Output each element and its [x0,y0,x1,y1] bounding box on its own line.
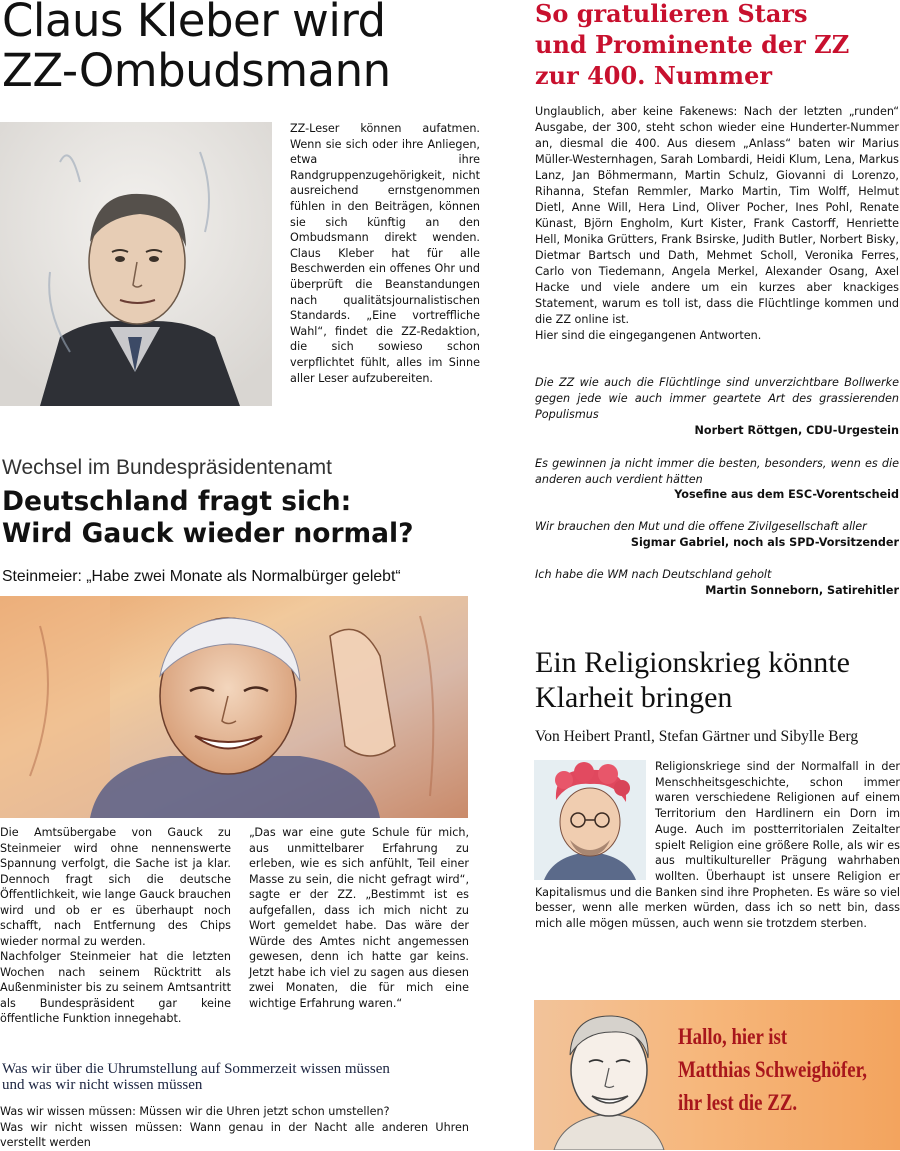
gauck-article-column-2: „Das war eine gute Schule für mich, aus unmittelbarer Erfahrung zu erleben, wie es sich anfühlt, Teil einer Masse zu sein, die nicht gefragt wird“, sagte er der ZZ. „Bestimmt ist es aufgefallen, dass ich mich nicht zu Wort gemeldet habe. Das wäre der Würde des Amtes nicht angemessen gewesen, denn ich hatte gar keins. Jetzt habe ich viel zu sagen aus diesen zwei Monaten, die für mich eine wichtige Erfahrung waren.“ [249,826,469,1010]
gauck-paragraph-1: Die Amtsübergabe von Gauck zu Steinmeier wird ohne nennenswerte Spannung verfolgt, die Sache ist ja klar. Dennoch fragt sich die deutsche Öffentlichkeit, wie lange Gauck brauchen wird und ob er es überhaupt noch schafft, nach Entfernung des Chips wieder normal zu werden. [0,826,231,948]
religion-headline-line2: Klarheit bringen [535,681,733,714]
kleber-portrait-image [0,122,272,406]
quote-4-author: Martin Sonneborn, Satirehitler [705,584,899,597]
schweighoefer-ad-text [678,1020,867,1119]
religion-byline: Von Heibert Prantl, Stefan Gärtner und Sibylle Berg [535,728,859,745]
stars-intro-answers-line: Hier sind die eingegangenen Antworten. [535,329,762,342]
gauck-headline-line2: Wird Gauck wieder normal? [2,518,414,549]
ad-line-3: ihr lest die ZZ. [678,1090,798,1115]
religion-headline-line1: Ein Religionskrieg könnte [535,646,850,679]
stars-intro-text [535,104,899,344]
quote-4-text: Ich habe die WM nach Deutschland geholt [535,568,772,581]
sommerzeit-headline-line1: Was wir über die Uhrumstellung auf Sommerzeit wissen müssen [2,1061,390,1077]
quote-3-author: Sigmar Gabriel, noch als SPD-Vorsitzender [630,536,899,549]
gauck-caricature-image [0,596,468,818]
sommerzeit-headline [2,1061,472,1093]
sommerzeit-line-1: Was wir wissen müssen: Müssen wir die Uhren jetzt schon umstellen? [0,1105,390,1118]
schweighoefer-caricature-image [534,1000,684,1150]
stars-headline [535,0,900,91]
schweighoefer-ad-banner [534,1000,900,1150]
stars-headline-line3: zur 400. Nummer [535,61,772,90]
kleber-headline-line1: Claus Kleber wird [2,0,386,47]
gauck-subheadline: Steinmeier: „Habe zwei Monate als Normalbürger gelebt“ [2,568,401,585]
religion-article-body: Religionskriege sind der Normalfall in der Menschheitsgeschichte, schon immer waren verschiedene Religionen auf einem Territorium den Hardlinern ein Dorn im Auge. Auch im postterritorialen Zeitalter spielt Religion eine größere Rolle, als wir es aus multikultureller Prägung wahrhaben wollten. Überhaupt ist unsere Religion er Kapitalismus und die Banken sind ihre Propheten. Es wäre so viel besser, wenn alle merken würden, dass ich so nett bin, dass mich alle mögen müssen, auch wenn sie trotzdem sterben. [535,760,900,931]
stars-headline-line1: So gratulieren Stars [535,0,808,28]
gauck-article-column-1 [0,825,231,1027]
quote-3-text: Wir brauchen den Mut und die offene Zivilgesellschaft aller [535,520,867,533]
gauck-headline [2,486,482,550]
gauck-paragraph-2: Nachfolger Steinmeier hat die letzten Wochen nach seinem Rücktritt als Außenminister bis zu seinem Amtsantritt als Bundespräsident gar keine öffentliche Funktion innegehabt. [0,950,231,1025]
religion-author-caricature-image [534,760,646,880]
quote-2-author: Yosefine aus dem ESC-Vorentscheid [674,488,899,501]
ad-line-2: Matthias Schweighöfer, [678,1057,867,1082]
sommerzeit-line-2: Was wir nicht wissen müssen: Wann genau in der Nacht alle anderen Uhren verstellt werden [0,1120,469,1149]
kleber-headline-line2: ZZ-Ombudsmann [2,44,391,97]
quote-1-text: Die ZZ wie auch die Flüchtlinge sind unverzichtbare Bollwerke gegen jede wie auch immer geartete Art des grassierenden Populismus [535,376,899,421]
stars-intro-paragraph: Unglaublich, aber keine Fakenews: Nach der letzten „runden“ Ausgabe, der 300, steht schon wieder eine Hunderter-Nummer an, diesmal die 400. Aus diesem „Anlass“ baten wir Marius Müller-Westernhagen, Sarah Lombardi, Heidi Klum, Lena, Markus Lanz, Jan Böhmermann, Martin Schulz, Giovanni di Lorenzo, Rihanna, Stefan Remmler, Marko Martin, Tim Wolff, Helmut Dietl, Anne Will, Hera Lind, Oliver Pocher, Ines Pohl, Renate Künast, Björn Engholm, Kurt Kister, Frank Castorff, Henriette Hell, Monika Grütters, Frank Bsirske, Judith Butler, Norbert Bisky, Dietmar Bartsch und Dath, Mehmet Scholl, Veronika Ferres, Carlo von Tiedemann, Angela Merkel, Alexander Osang, Axel Hacke und viele andere um ein kurzes aber knackiges Statement, warum es toll ist, dass die Flüchtlinge kommen und die ZZ online ist. [535,105,899,326]
kleber-headline [2,0,502,96]
quote-2-text: Es gewinnen ja nicht immer die besten, besonders, wenn es die anderen auch verdient hätten [535,457,899,486]
gauck-kicker: Wechsel im Bundespräsidentenamt [2,456,332,479]
kleber-article-text: ZZ-Leser können aufatmen. Wenn sie sich oder ihre Anliegen, etwa ihre Randgruppenzugehörigkeit, nicht ausreichend ernstgenommen fühlen in den Beiträgen, können sie sich künftig an den Ombudsmann direkt wenden. Claus Kleber hat für alle Beschwerden ein offenes Ohr und überprüft die Beanstandungen nach qualitätsjournalistischen Standards. „Eine vortreffliche Wahl“, findet die ZZ-Redaktion, die sich sowieso schon verpflichtet fühlt, alles im Sinne aller Leser aufzubereiten. [290,122,480,385]
sommerzeit-text [0,1104,469,1151]
religion-headline [535,645,900,715]
ad-line-1: Hallo, hier ist [678,1024,788,1049]
quote-1-author: Norbert Röttgen, CDU-Urgestein [694,424,899,437]
gauck-headline-line1: Deutschland fragt sich: [2,486,352,517]
sommerzeit-headline-line2: und was wir nicht wissen müssen [2,1077,203,1093]
stars-headline-line2: und Prominente der ZZ [535,30,850,59]
